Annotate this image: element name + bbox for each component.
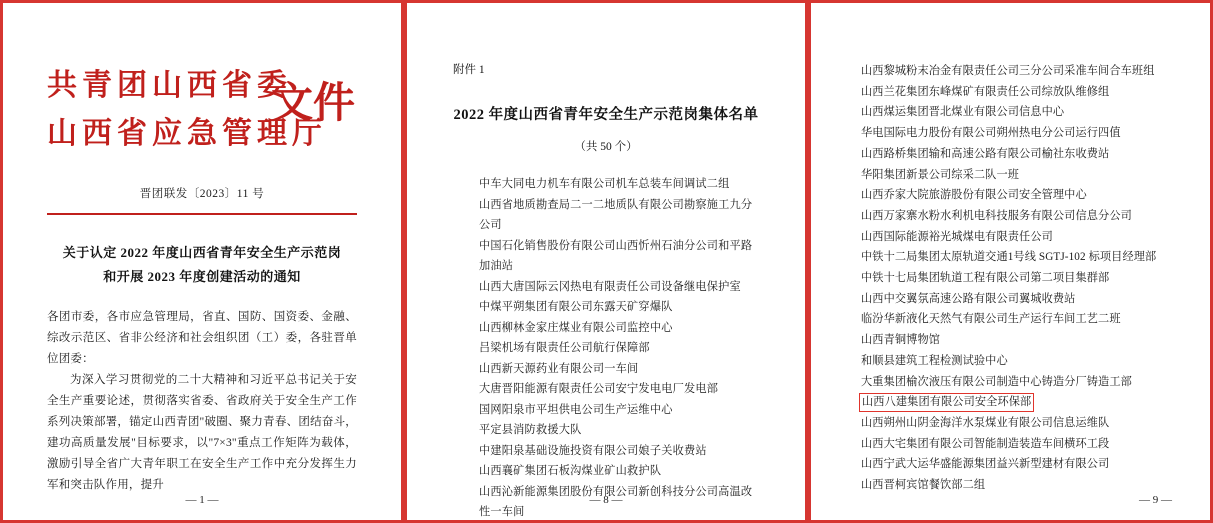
document-title-line-2: 和开展 2023 年度创建活动的通知	[103, 269, 301, 284]
list-item: 山西大唐国际云冈热电有限责任公司设备继电保护室	[479, 280, 741, 293]
document-page-3	[808, 0, 1213, 523]
list-item: 山西兰花集团东峰煤矿有限责任公司综放队维修组	[861, 85, 1110, 98]
page-3-number: — 9 —	[1139, 494, 1172, 506]
masthead-line-2: 山西省应急管理厅	[47, 117, 327, 150]
attachment-label: 附件 1	[453, 64, 485, 76]
page-3-entry-list	[847, 61, 1180, 496]
list-item: 山西万家寨水粉水利机电科技服务有限公司信息分公司	[861, 209, 1132, 222]
list-item: 山西襄矿集团石板沟煤业矿山救护队	[479, 465, 662, 477]
list-item: 山西煤运集团晋北煤业有限公司信息中心	[861, 106, 1065, 119]
list-title: 2022 年度山西省青年安全生产示范岗集体名单	[453, 107, 759, 123]
page-2-entry-list	[453, 174, 759, 523]
list-item: 山西中交翼氛高速公路有限公司翼城收费站	[861, 292, 1076, 305]
page-1-number: — 1 —	[185, 494, 219, 506]
list-item: 中国石化销售股份有限公司山西忻州石油分公司和平路加油站	[479, 239, 753, 272]
list-item: 和顺县建筑工程检测试验中心	[861, 354, 1008, 367]
list-item-highlighted	[847, 392, 1180, 413]
list-item: 临汾华新液化天然气有限公司生产运行车间工艺二班	[861, 313, 1121, 326]
list-item: 国网阳泉市平坦供电公司生产运维中心	[479, 403, 673, 416]
list-item: 山西乔家大院旅游股份有限公司安全管理中心	[861, 189, 1087, 202]
list-item: 平定县消防救援大队	[479, 424, 582, 436]
list-item: 山西路桥集团输和高速公路有限公司榆社东收费站	[861, 147, 1110, 160]
list-item: 山西青铜博物馆	[861, 334, 941, 347]
page-2-number: — 8 —	[589, 494, 623, 506]
list-item: 山西朔州山阴金海洋水泵煤业有限公司信息运维队	[861, 416, 1110, 429]
document-title	[47, 241, 357, 289]
list-subtitle: （共 50 个）	[574, 141, 638, 153]
list-item: 山西晋柯宾馆餐饮部二组	[861, 479, 986, 492]
page-1-content	[3, 3, 401, 520]
list-item: 中建阳泉基础设施投资有限公司娘子关收费站	[479, 444, 707, 457]
list-item: 山西宁武大运华盛能源集团益兴新型建材有限公司	[861, 458, 1110, 471]
list-item: 山西柳林金家庄煤业有限公司监控中心	[479, 321, 673, 334]
page-2-content	[407, 3, 805, 520]
list-item: 华电国际电力股份有限公司朔州热电分公司运行四值	[861, 127, 1121, 140]
document-number: 晋团联发〔2023〕11 号	[139, 188, 265, 200]
document-page-1	[0, 0, 404, 523]
list-item: 中铁十二局集团太原轨道交通1号线 SGTJ-102 标项目经理部	[861, 251, 1157, 264]
list-item: 大重集团榆次液压有限公司制造中心铸造分厂铸造工部	[861, 375, 1132, 388]
list-item: 华阳集团新景公司综采二队一班	[861, 168, 1020, 181]
list-item: 山西沁新能源集团股份有限公司新创科技分公司高温改性一车间	[479, 485, 753, 518]
document-body	[47, 307, 357, 496]
list-item: 大唐晋阳能源有限责任公司安宁发电电厂发电部	[479, 383, 719, 395]
list-item: 山西黎城粉末冶金有限责任公司三分公司采准车间合车班组	[861, 65, 1155, 77]
list-item: 山西大宅集团有限公司智能制造装造车间横环工段	[861, 437, 1110, 450]
document-page-2	[404, 0, 808, 523]
list-item: 山西国际能源裕光城煤电有限责任公司	[861, 230, 1053, 243]
list-item: 吕梁机场有限责任公司航行保障部	[479, 342, 650, 354]
list-item: 中铁十七局集团轨道工程有限公司第二项目集群部	[861, 272, 1110, 285]
page-3-content	[811, 3, 1210, 520]
body-paragraph-salutation: 各团市委，各市应急管理局，省直、国防、国资委、金融、综改示范区、省非公经济和社会组织团（工）委，各驻晋单位团委：	[47, 311, 357, 365]
list-item: 山西新天源药业有限公司一车间	[479, 362, 639, 375]
document-title-line-1: 关于认定 2022 年度山西省青年安全生产示范岗	[62, 245, 342, 260]
masthead	[47, 63, 357, 159]
list-item: 山西省地质勘查局二一二地质队有限公司勘察施工九分公司	[479, 198, 753, 231]
red-divider-rule	[47, 213, 357, 215]
masthead-document-char: 文件	[270, 81, 355, 127]
masthead-line-1: 共青团山西省委	[47, 69, 292, 102]
list-item: 中煤平朔集团有限公司东露天矿穿爆队	[479, 301, 673, 313]
body-paragraph-1: 为深入学习贯彻党的二十大精神和习近平总书记关于安全生产重要论述，贯彻落实省委、省政府关于安全生产工作系列决策部署，锚定山西青团"破圈、聚力青春、团结奋斗，建功高质量发展"目标要求，以"7×3"重点工作矩阵为载体，激励引导全省广大青年职工在安全生产工作中充分发挥生力军和突击队作用，提升	[47, 374, 357, 491]
highlight-box: 山西八建集团有限公司安全环保部	[859, 393, 1034, 412]
list-item: 中车大同电力机车有限公司机车总装车间调试二组	[479, 178, 730, 190]
